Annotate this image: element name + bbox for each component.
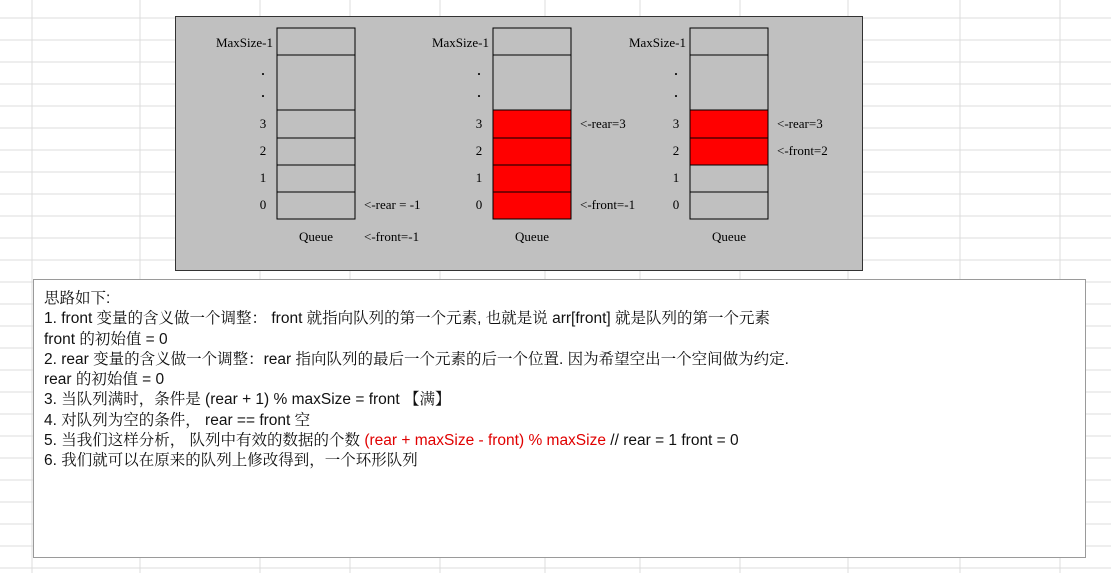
queue-cell-0	[690, 192, 768, 219]
note-line-1: 1. front 变量的含义做一个调整： front 就指向队列的第一个元素, 也就是说 arr[front] 就是队列的第一个元素	[44, 310, 770, 328]
note-line-2: front 的初始值 = 0	[44, 330, 168, 348]
queue-cell-3	[277, 110, 355, 138]
index-label: 3	[259, 116, 267, 131]
index-label: 0	[672, 197, 680, 212]
pointer-label: <-rear=3	[580, 116, 626, 131]
queue-caption: Queue	[712, 229, 746, 244]
note-line-3: 2. rear 变量的含义做一个调整：rear 指向队列的最后一个元素的后一个位置. 因为希望空出一个空间做为约定.	[44, 350, 789, 368]
ellipsis-dot: .	[477, 85, 481, 100]
note-line-7-formula: (rear + maxSize - front) % maxSize	[364, 432, 606, 450]
note-line-7	[44, 431, 1085, 451]
queue-cell-max	[493, 28, 571, 55]
queue-diagram-panel	[175, 16, 863, 271]
queue-cell-1	[277, 165, 355, 192]
queue-caption: Queue	[515, 229, 549, 244]
ellipsis-dot: .	[674, 85, 678, 100]
queue-diagram	[176, 17, 864, 272]
note-line-7-prefix: 5. 当我们这样分析， 队列中有效的数据的个数	[44, 432, 365, 450]
index-label: 2	[475, 143, 483, 158]
queue-cell-max	[277, 28, 355, 55]
queue-cell-0	[493, 192, 571, 219]
queue-cell-3	[493, 110, 571, 138]
ellipsis-dot: .	[261, 85, 265, 100]
pointer-label: <-rear = -1	[364, 197, 421, 212]
queue-cell-dots	[493, 55, 571, 110]
index-label: 2	[259, 143, 267, 158]
notes-box	[33, 279, 1086, 558]
max-size-label: MaxSize-1	[628, 35, 686, 50]
queue-cell-max	[690, 28, 768, 55]
note-line-4: rear 的初始值 = 0	[44, 371, 165, 389]
queue-1	[216, 28, 421, 244]
index-label: 0	[475, 197, 483, 212]
queue-cell-2	[277, 138, 355, 165]
ellipsis-dot: .	[477, 63, 481, 78]
pointer-label: <-rear=3	[777, 116, 823, 131]
queue-cell-0	[277, 192, 355, 219]
index-label: 1	[475, 170, 483, 185]
queue-cell-3	[690, 110, 768, 138]
max-size-label: MaxSize-1	[215, 35, 273, 50]
queue-cell-1	[493, 165, 571, 192]
queue-cell-dots	[690, 55, 768, 110]
index-label: 0	[259, 197, 267, 212]
pointer-label: <-front=-1	[364, 229, 420, 244]
note-line-6: 4. 对队列为空的条件， rear == front 空	[44, 411, 311, 429]
queue-cell-dots	[277, 55, 355, 110]
pointer-label: <-front=2	[777, 143, 828, 158]
queue-cell-2	[690, 138, 768, 165]
note-line-5: 3. 当队列满时，条件是 (rear + 1) % maxSize = front 【满】	[44, 391, 451, 409]
note-line-8: 6. 我们就可以在原来的队列上修改得到，一个环形队列	[44, 452, 418, 470]
queue-3	[629, 28, 828, 244]
index-label: 1	[672, 170, 680, 185]
queue-2	[432, 28, 635, 244]
ellipsis-dot: .	[674, 63, 678, 78]
queue-cell-1	[690, 165, 768, 192]
pointer-label: <-front=-1	[580, 197, 636, 212]
index-label: 1	[259, 170, 267, 185]
max-size-label: MaxSize-1	[431, 35, 489, 50]
index-label: 3	[672, 116, 680, 131]
notes-heading: 思路如下:	[44, 290, 111, 307]
index-label: 2	[672, 143, 680, 158]
index-label: 3	[475, 116, 483, 131]
queue-caption: Queue	[299, 229, 333, 244]
queue-cell-2	[493, 138, 571, 165]
note-line-7-suffix: // rear = 1 front = 0	[605, 432, 739, 450]
ellipsis-dot: .	[261, 63, 265, 78]
